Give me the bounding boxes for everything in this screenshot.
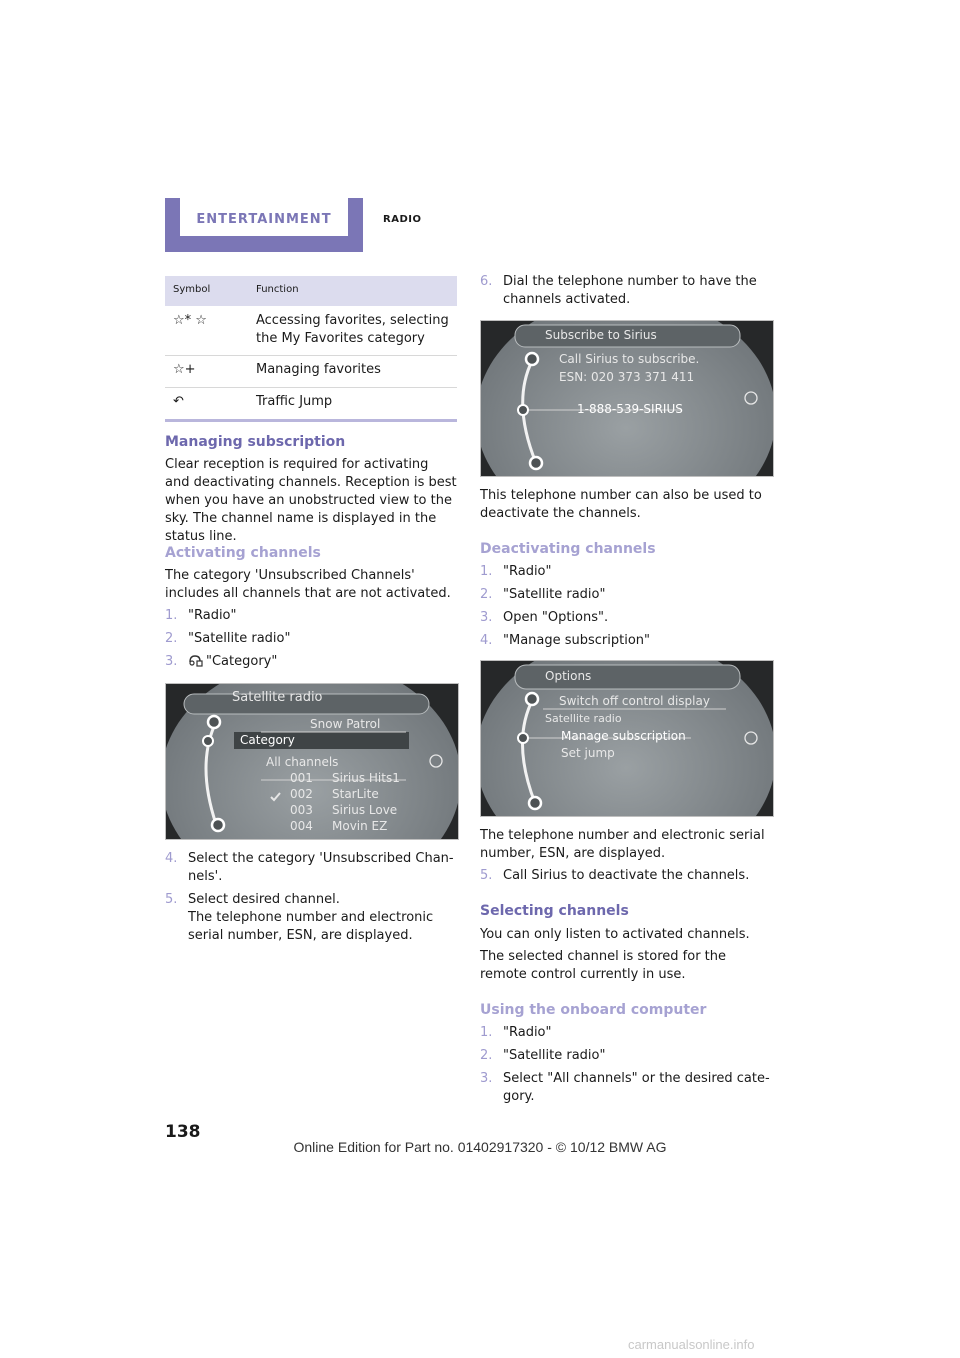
favorite-stars-icon: ☆* ☆ (173, 313, 207, 328)
list-item: 3. Open "Options". (480, 610, 609, 625)
list-item: 1. "Radio" (165, 608, 237, 623)
heading-managing-subscription: Managing subscription (165, 434, 346, 450)
menu-item: Switch off control display (559, 694, 710, 708)
edition-footer: Online Edition for Part no. 01402917320 - © 10/12 BMW AG (293, 1139, 667, 1155)
page-number: 138 (165, 1122, 201, 1142)
steps-activating-cont (165, 850, 457, 945)
list-title: All channels (266, 755, 339, 769)
list-item: 2. "Satellite radio" (480, 587, 606, 602)
list-item: 2. "Satellite radio" (165, 631, 291, 646)
para-selecting-1: You can only listen to activated channels. (480, 927, 750, 942)
screen-satellite-radio (165, 683, 459, 840)
menu-item: Satellite radio (545, 712, 622, 725)
steps-deactivating (480, 563, 772, 650)
channel-name: Sirius Hits1 (332, 771, 400, 785)
channel-num: 001 (290, 771, 313, 785)
para-esn: The telephone number and electronic serial number, ESN, are displayed. (480, 828, 765, 861)
list-item: 3. Select "All channels" or the desired cate-gory. (480, 1071, 770, 1104)
list-item: 3. "Category" (165, 654, 278, 669)
channel-num: 003 (290, 803, 313, 817)
table-row (165, 388, 457, 419)
step-5-deactivate (480, 867, 772, 885)
screen-line1: Call Sirius to subscribe. (559, 352, 700, 366)
screen-options (480, 660, 774, 817)
screen-title: Subscribe to Sirius (545, 328, 657, 342)
channel-name: Sirius Love (332, 803, 398, 817)
para-managing: Clear reception is required for activating and deactivating channels. Reception is best when you have an unobstructed view to the sky. The channel name is displayed in the status line. (165, 457, 457, 544)
traffic-jump-icon: ↶ (173, 394, 184, 409)
selected-item: Category (240, 733, 295, 747)
step-6 (480, 273, 772, 309)
subsection-title: RADIO (383, 214, 422, 225)
table-cell-function: Accessing favorites, selecting the My Favorites category (256, 313, 449, 346)
para-deactivate-info: This telephone number can also be used to deactivate the channels. (480, 488, 762, 521)
menu-item-selected: Manage subscription (561, 729, 686, 743)
category-icon (188, 653, 203, 667)
steps-onboard (480, 1024, 772, 1106)
phone-number-item: 1-888-539-SIRIUS (577, 402, 683, 416)
para-selecting-2: The selected channel is stored for the remote control currently in use. (480, 949, 727, 982)
screen-subscribe-sirius (480, 320, 774, 477)
watermark: carmanualsonline.info (628, 1337, 755, 1352)
list-item: 1. "Radio" (480, 1025, 552, 1040)
symbol-table-header (165, 276, 457, 306)
heading-deactivating-channels: Deactivating channels (480, 541, 656, 557)
folder-label: Snow Patrol (310, 717, 381, 731)
manage-favorites-icon: ☆+ (173, 362, 196, 377)
screen-title: Options (545, 669, 592, 683)
heading-selecting-channels: Selecting channels (480, 903, 629, 919)
menu-item: Set jump (561, 746, 615, 760)
table-cell-function: Traffic Jump (256, 394, 333, 409)
list-item: 5. Call Sirius to deactivate the channels. (480, 868, 750, 883)
steps-activating (165, 607, 457, 671)
screen-line2: ESN: 020 373 371 411 (559, 370, 695, 384)
screen-title: Satellite radio (232, 690, 323, 705)
channel-name: Movin EZ (332, 819, 388, 833)
list-item: 2. "Satellite radio" (480, 1048, 606, 1063)
heading-onboard-computer: Using the onboard computer (480, 1002, 707, 1018)
table-row (165, 306, 457, 356)
list-item: 5. Select desired channel. The telephone number and electronic serial number, ESN, are displayed. (165, 892, 434, 943)
channel-num: 002 (290, 787, 313, 801)
table-row (165, 356, 457, 388)
table-cell-function: Managing favorites (256, 362, 381, 377)
list-item: 4. Select the category 'Unsubscribed Chan-nels'. (165, 851, 454, 884)
col-function: Function (256, 284, 299, 295)
channel-num: 004 (290, 819, 313, 833)
para-activating: The category 'Unsubscribed Channels' includes all channels that are not activated. (165, 568, 451, 601)
controller-display-art (481, 321, 773, 476)
table-bottom-rule (165, 419, 457, 422)
channel-name: StarLite (332, 787, 379, 801)
list-item: 4. "Manage subscription" (480, 633, 651, 648)
section-title: ENTERTAINMENT (196, 212, 332, 227)
col-symbol: Symbol (173, 284, 211, 295)
list-item: 1. "Radio" (480, 564, 552, 579)
heading-activating-channels: Activating channels (165, 545, 321, 561)
list-item: 6. Dial the telephone number to have the channels activated. (480, 274, 757, 307)
